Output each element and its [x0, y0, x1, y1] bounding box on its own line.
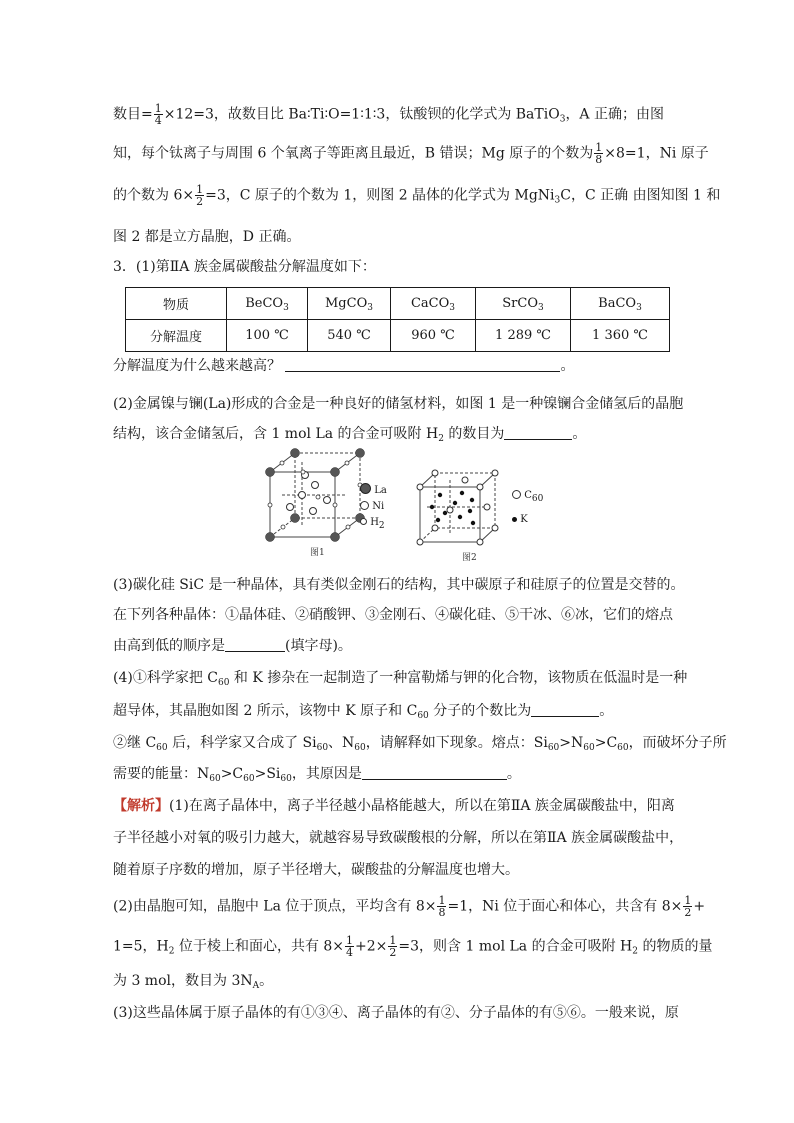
text-segment: =3，则含 1 mol La 的合金可吸附 H — [398, 938, 633, 955]
subscript: 60 — [243, 774, 255, 784]
text-line: (3)这些晶体属于原子晶体的有①③④、离子晶体的有②、分子晶体的有⑤⑥。一般来说，原 — [113, 1005, 679, 1021]
fraction — [195, 184, 204, 207]
table-cell: 分解温度 — [126, 320, 227, 352]
text-segment: 、N — [328, 735, 355, 751]
subscript: 2 — [438, 434, 444, 444]
la-atom-icon — [360, 483, 371, 494]
subscript: A — [252, 981, 260, 991]
table-row — [126, 288, 670, 320]
text-line — [113, 971, 273, 991]
legend-label: H — [370, 517, 379, 528]
answer-blank — [285, 357, 560, 372]
text-segment: ，其原因是 — [291, 766, 362, 782]
table-cell — [227, 288, 308, 320]
fraction-numerator: 1 — [196, 183, 204, 196]
text-segment: (填字母)。 — [285, 638, 352, 654]
table-cell — [308, 288, 391, 320]
table-cell: 960 ℃ — [391, 320, 476, 352]
text-line — [113, 184, 720, 207]
text-segment: 位于棱上和面心，共有 8× — [174, 938, 345, 955]
text-segment: 数目= — [113, 106, 153, 123]
text-line — [113, 103, 664, 126]
text-segment: 结构，该合金储氢后，含 1 mol La 的合金可吸附 H — [113, 426, 439, 442]
text-segment: + — [693, 898, 706, 915]
subscript: 3 — [554, 195, 561, 206]
text-segment: 1=5，H — [113, 938, 169, 955]
text-segment: ，请解释如下现象。熔点：Si — [365, 735, 548, 751]
text-segment: 的数目为 — [443, 426, 505, 442]
subscript: 2 — [378, 521, 385, 531]
table-cell: 物质 — [126, 288, 227, 320]
text-segment: >C — [220, 766, 244, 782]
text-segment: ，A 正确；由图 — [565, 106, 664, 123]
legend-label: La — [374, 485, 387, 496]
text-segment: 。 — [599, 703, 614, 719]
fraction-numerator: 1 — [154, 102, 162, 115]
table-row — [126, 320, 670, 352]
text-segment: ×12=3，故数目比 Ba∶Ti∶O=1∶1∶3，钛酸钡的化学式为 BaTiO — [163, 106, 560, 123]
text-segment: 超导体，其晶胞如图 2 所示，该物中 K 原子和 C — [113, 703, 418, 719]
legend-label: C — [524, 490, 532, 501]
k-atom-icon — [512, 517, 517, 522]
text-segment: >N — [559, 735, 584, 751]
figure-2-legend — [512, 484, 543, 532]
text-line — [113, 764, 521, 784]
text-line — [113, 636, 352, 656]
subscript: 3 — [636, 303, 642, 313]
fraction-denominator: 2 — [196, 195, 204, 208]
c60-molecule-icon — [512, 490, 521, 499]
subscript: 60 — [316, 743, 329, 753]
formula: BeCO — [245, 296, 284, 311]
fraction — [388, 935, 397, 958]
text-segment: >C — [594, 735, 618, 751]
legend-label: Ni — [372, 501, 385, 512]
table-cell — [571, 288, 670, 320]
text-segment: 的物质的量 — [638, 938, 713, 955]
text-segment: 需要的能量：N — [113, 766, 210, 782]
text-line: (2)金属镍与镧(La)形成的合金是一种良好的储氢材料，如图 1 是一种镍镧合金储氢后的晶胞 — [113, 396, 684, 412]
subscript: 3 — [559, 114, 566, 125]
text-line: 在下列各种晶体：①晶体硅、②硝酸钾、③金刚石、④碳化硅、⑤干冰、⑥冰，它们的熔点 — [113, 607, 673, 623]
h2-molecule-icon — [360, 518, 367, 525]
ni-atom-icon — [360, 501, 369, 510]
figure-2-caption: 图2 — [462, 553, 477, 563]
text-segment: ②继 C — [113, 735, 157, 751]
fraction — [345, 935, 354, 958]
fraction-numerator: 1 — [595, 141, 603, 154]
subscript: 3 — [367, 303, 373, 313]
fraction-denominator: 8 — [438, 906, 446, 919]
fraction — [154, 103, 163, 126]
table-cell: 100 ℃ — [227, 320, 308, 352]
text-segment: 由高到低的顺序是 — [113, 638, 225, 654]
fraction — [683, 895, 692, 918]
fraction-denominator: 4 — [154, 114, 162, 127]
text-segment: 后，科学家又合成了 Si — [167, 735, 317, 751]
fraction-numerator: 1 — [389, 934, 397, 947]
subscript: 60 — [547, 743, 560, 753]
text-line — [113, 701, 613, 721]
text-segment: 的个数为 6× — [113, 187, 195, 204]
table-cell: 540 ℃ — [308, 320, 391, 352]
text-line — [113, 733, 727, 753]
text-segment: ×8=1，Ni 原子 — [604, 145, 709, 162]
text-line — [113, 935, 712, 958]
fraction-numerator: 1 — [684, 894, 692, 907]
fraction-denominator: 8 — [595, 153, 603, 166]
text-segment: C，C 正确 由图知图 1 和 — [560, 187, 721, 204]
table-cell — [476, 288, 571, 320]
text-line: (3)碳化硅 SiC 是一种晶体，具有类似金刚石的结构，其中碳原子和硅原子的位置是交替的。 — [113, 577, 685, 593]
table-cell: 1 289 ℃ — [476, 320, 571, 352]
fraction-numerator: 1 — [438, 894, 446, 907]
question-3-1: 3．(1)第ⅡA 族金属碳酸盐分解温度如下： — [113, 259, 376, 275]
subscript: 60 — [617, 743, 629, 753]
fraction-denominator: 4 — [346, 946, 354, 959]
text-segment: 。 — [560, 358, 575, 374]
fraction-numerator: 1 — [346, 934, 354, 947]
text-segment: 分子的个数比为 — [428, 703, 532, 719]
text-line — [113, 796, 675, 816]
subscript: 2 — [168, 946, 175, 957]
fraction-denominator: 2 — [684, 906, 692, 919]
fraction — [594, 142, 603, 165]
text-line — [113, 895, 705, 918]
legend-item — [360, 499, 387, 515]
fraction-denominator: 2 — [389, 946, 397, 959]
answer-blank — [531, 702, 599, 717]
text-segment: =1，Ni 位于面心和体心，共含有 8× — [447, 898, 683, 915]
formula: MgCO — [325, 296, 368, 311]
text-segment: 和 K 掺杂在一起制造了一种富勒烯与钾的化合物，该物质在低温时是一种 — [229, 670, 688, 686]
subscript: 60 — [280, 774, 292, 784]
text-line: 随着原子序数的增加，原子半径增大，碳酸盐的分解温度也增大。 — [113, 862, 519, 878]
text-segment: (1)在离子晶体中，离子半径越小晶格能越大，所以在第ⅡA 族金属碳酸盐中，阳离 — [169, 798, 675, 814]
text-line: 图 2 都是立方晶胞，D 正确。 — [113, 229, 301, 245]
subscript: 60 — [354, 743, 366, 753]
text-segment: ，而破坏分子所 — [628, 735, 727, 751]
formula: CaCO — [410, 296, 450, 311]
text-line — [113, 356, 574, 376]
text-line — [113, 424, 586, 444]
text-segment: (4)①科学家把 C — [113, 670, 218, 686]
table-cell — [391, 288, 476, 320]
subscript: 60 — [417, 711, 429, 721]
figure-1-caption: 图1 — [310, 548, 325, 558]
subscript: 60 — [209, 774, 221, 784]
legend-label: K — [520, 514, 528, 525]
figure-1-legend — [360, 483, 387, 531]
answer-blank — [362, 765, 507, 780]
formula: BaCO — [598, 296, 637, 311]
figure-2-crystal — [410, 465, 510, 565]
text-line — [113, 142, 709, 165]
text-segment: >Si — [254, 766, 281, 782]
legend-item — [512, 508, 543, 532]
text-segment: =3，C 原子的个数为 1，则图 2 晶体的化学式为 MgNi — [205, 187, 555, 204]
subscript: 3 — [538, 303, 544, 313]
formula: SrCO — [502, 296, 538, 311]
subscript: 60 — [531, 494, 544, 504]
legend-item — [512, 484, 543, 508]
text-segment: 知，每个钛离子与周围 6 个氧离子等距离且最近，B 错误；Mg 原子的个数为 — [113, 145, 594, 162]
text-segment: 。 — [259, 973, 274, 989]
subscript: 3 — [283, 303, 289, 313]
text-line: 子半径越小对氧的吸引力越大，就越容易导致碳酸根的分解，所以在第ⅡA 族金属碳酸盐中， — [113, 830, 684, 846]
answer-blank — [504, 425, 572, 440]
text-segment: 为 3 mol，数目为 3N — [113, 973, 253, 989]
legend-item — [360, 483, 387, 499]
subscript: 2 — [632, 946, 638, 957]
text-segment: +2× — [355, 938, 388, 955]
fraction — [437, 895, 446, 918]
text-segment: 。 — [506, 766, 521, 782]
legend-item — [360, 515, 387, 531]
analysis-tag: 【解析】 — [113, 798, 169, 814]
text-line — [113, 668, 687, 688]
answer-blank — [225, 637, 285, 652]
table-cell: 1 360 ℃ — [571, 320, 670, 352]
subscript: 60 — [156, 743, 168, 753]
subscript: 3 — [449, 303, 456, 313]
subscript: 60 — [583, 743, 595, 753]
text-segment: 分解温度为什么越来越高？ — [113, 358, 281, 374]
subscript: 60 — [218, 678, 230, 688]
decomposition-table — [125, 287, 670, 352]
text-segment: 。 — [572, 426, 587, 442]
text-segment: (2)由晶胞可知，晶胞中 La 位于顶点，平均含有 8× — [113, 898, 437, 915]
